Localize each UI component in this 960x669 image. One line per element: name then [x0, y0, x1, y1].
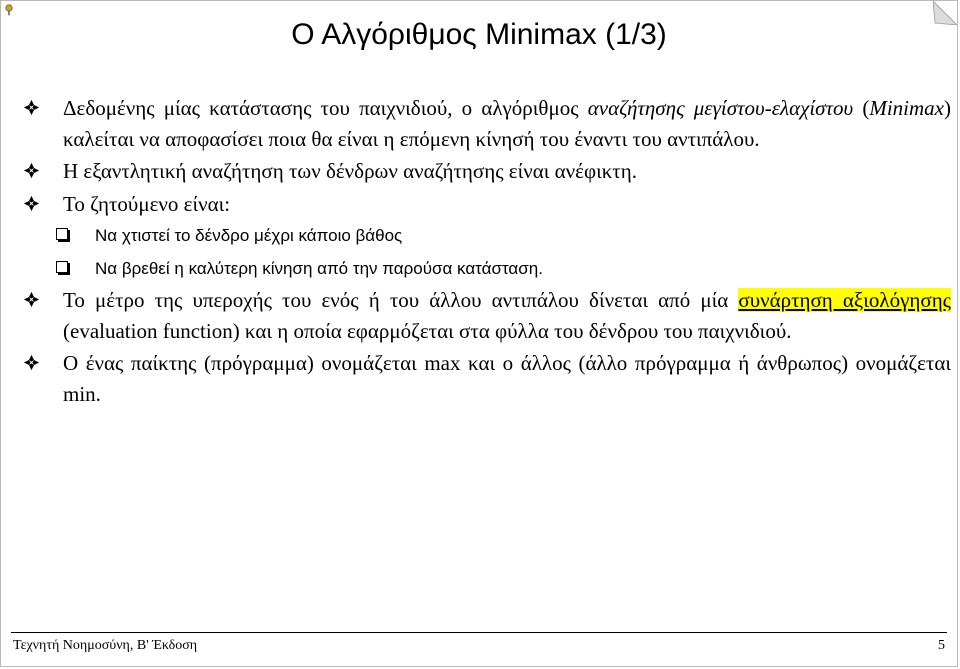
four-petal-diamond-icon: [23, 354, 40, 371]
bullet-text: Το ζητούμενο είναι:: [63, 191, 231, 216]
bullet-text: Ο ένας παίκτης (πρόγραμμα) ονομάζεται max και ο άλλος (άλλο πρόγραμμα ή άνθρωπος) ονομάζεται min.: [63, 351, 951, 406]
four-petal-diamond-icon: [23, 195, 40, 212]
bullet-text: Δεδομένης μίας κατάστασης του παιχνιδιού, ο αλγόριθμος: [63, 96, 588, 120]
bullet-text: (: [853, 96, 870, 120]
slide-title: Ο Αλγόριθμος Minimax (1/3): [291, 18, 667, 51]
footer-divider: [11, 632, 947, 633]
four-petal-diamond-icon: [23, 99, 40, 116]
bullet-italic-term: αναζήτησης μεγίστου-ελαχίστου: [587, 96, 854, 120]
bullet-text: (evaluation function) και η οποία εφαρμόζεται στα φύλλα του δένδρου του παιχνιδιού.: [63, 318, 792, 343]
page-number: 5: [938, 638, 945, 653]
sub-bullet-item: [23, 252, 951, 285]
sub-bullet-text: Να βρεθεί η καλύτερη κίνηση από την παρούσα κατάσταση.: [95, 259, 543, 278]
slide-body: [23, 93, 951, 409]
highlighted-term: συνάρτηση αξιολόγησης: [738, 288, 951, 312]
checkbox-square-icon: [56, 261, 68, 273]
bullet-item: [23, 348, 951, 409]
sub-bullet-item: [23, 219, 951, 252]
bullet-italic-term: Minimax: [869, 96, 944, 120]
footer-book-title: Τεχνητή Νοημοσύνη, Β' Έκδοση: [13, 638, 198, 653]
sub-bullet-text: Να χτιστεί το δένδρο μέχρι κάποιο βάθος: [95, 226, 403, 245]
bullet-text: Η εξαντλητική αναζήτηση των δένδρων αναζήτησης είναι ανέφικτη.: [63, 159, 637, 183]
four-petal-diamond-icon: [23, 291, 40, 308]
bullet-item: [23, 285, 951, 346]
bullet-text: ) καλείται να αποφασίσει ποια θα είναι η επόμενη κίνησή του έναντι του αντιπάλου.: [63, 96, 951, 151]
bullet-item: [23, 189, 951, 220]
checkbox-square-icon: [56, 228, 68, 240]
four-petal-diamond-icon: [23, 162, 40, 179]
bullet-item: [23, 156, 951, 187]
bullet-text: Το μέτρο της υπεροχής του ενός ή του άλλου αντιπάλου δίνεται από μία: [63, 288, 739, 312]
bullet-item: [23, 93, 951, 154]
